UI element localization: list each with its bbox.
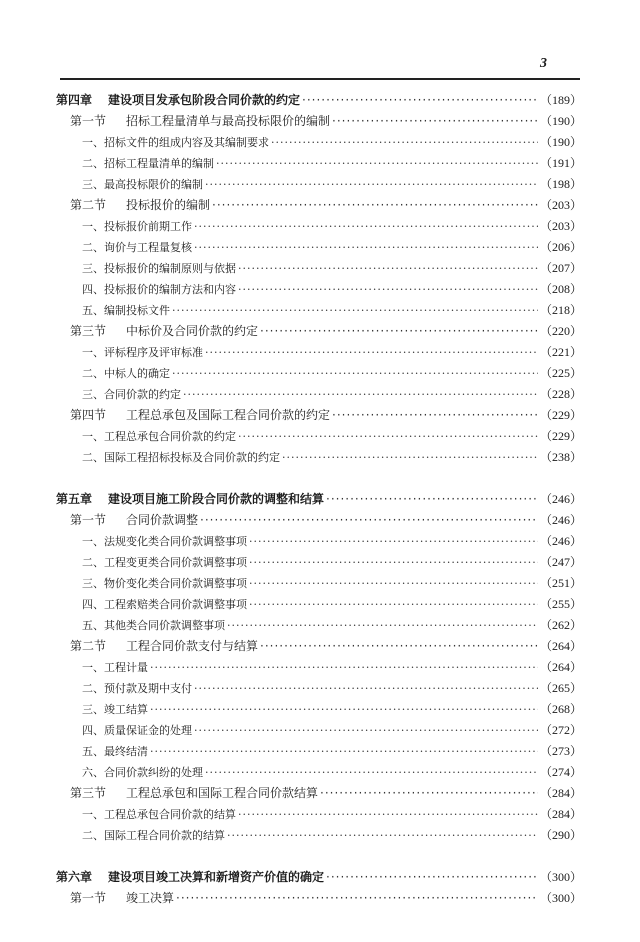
toc-title: 二、工程变更类合同价款调整事项 xyxy=(82,556,247,569)
toc-label: 第一节 xyxy=(70,513,107,527)
toc-title: 三、最高投标限价的编制 xyxy=(82,178,203,191)
toc-title: 二、预付款及期中支付 xyxy=(82,682,192,695)
toc-text xyxy=(82,531,247,552)
header-rule xyxy=(60,78,580,80)
toc-item[interactable] xyxy=(56,615,582,636)
toc-page-number: （225） xyxy=(539,366,582,380)
dot-leader xyxy=(271,132,538,153)
dot-leader xyxy=(238,426,538,447)
toc-page-number: （273） xyxy=(539,744,582,758)
toc-item[interactable] xyxy=(56,384,582,405)
toc-item[interactable] xyxy=(56,447,582,468)
toc-text xyxy=(82,132,269,153)
toc-page-number: （274） xyxy=(539,765,582,779)
toc-title: 四、工程索赔类合同价款调整事项 xyxy=(82,598,247,611)
dot-leader xyxy=(172,363,538,384)
toc-section[interactable] xyxy=(56,636,582,657)
toc-item[interactable] xyxy=(56,825,582,846)
toc-text xyxy=(82,573,247,594)
toc-text xyxy=(82,363,170,384)
toc-title: 一、工程计量 xyxy=(82,661,148,674)
toc-item[interactable] xyxy=(56,573,582,594)
toc-text xyxy=(82,762,203,783)
dot-leader xyxy=(194,720,538,741)
toc-title: 二、询价与工程量复核 xyxy=(82,241,192,254)
toc-item[interactable] xyxy=(56,699,582,720)
toc-label: 第三节 xyxy=(70,786,107,800)
toc-text xyxy=(70,636,258,657)
toc-item[interactable] xyxy=(56,657,582,678)
toc-text xyxy=(82,552,247,573)
toc-page-number: （246） xyxy=(539,534,582,548)
toc-text xyxy=(82,678,192,699)
toc-page-number: （300） xyxy=(539,870,582,884)
toc-page-number: （255） xyxy=(539,597,582,611)
toc-chapter[interactable] xyxy=(56,867,582,888)
toc-page-number: （221） xyxy=(539,345,582,359)
dot-leader xyxy=(260,321,538,342)
toc-text xyxy=(82,384,181,405)
toc-label: 第三节 xyxy=(70,324,107,338)
toc-text xyxy=(70,783,318,804)
toc-title: 五、其他类合同价款调整事项 xyxy=(82,619,225,632)
toc-title: 六、合同价款纠纷的处理 xyxy=(82,766,203,779)
toc-item[interactable] xyxy=(56,762,582,783)
dot-leader xyxy=(249,573,538,594)
toc-text xyxy=(82,342,203,363)
toc-page-number: （229） xyxy=(539,429,582,443)
toc-title: 合同价款调整 xyxy=(126,513,199,527)
toc-page-number: （290） xyxy=(539,828,582,842)
toc-page-number: （220） xyxy=(539,324,582,338)
toc-label: 第四节 xyxy=(70,408,107,422)
dot-leader xyxy=(205,342,538,363)
toc-title: 三、投标报价的编制原则与依据 xyxy=(82,262,236,275)
toc-text xyxy=(82,657,148,678)
toc-section[interactable] xyxy=(56,783,582,804)
toc-page-number: （284） xyxy=(539,786,582,800)
dot-leader xyxy=(176,888,538,909)
toc-item[interactable] xyxy=(56,678,582,699)
toc-title: 建设项目发承包阶段合同价款的约定 xyxy=(108,93,301,107)
toc-page-number: （284） xyxy=(539,807,582,821)
dot-leader xyxy=(227,825,538,846)
toc-page-number: （228） xyxy=(539,387,582,401)
toc-title: 五、最终结清 xyxy=(82,745,148,758)
toc-label: 第二节 xyxy=(70,639,107,653)
toc-page-number: （203） xyxy=(539,198,582,212)
toc-text xyxy=(56,867,324,888)
toc-title: 工程总承包及国际工程合同价款的约定 xyxy=(126,408,331,422)
toc-text xyxy=(82,615,225,636)
toc-title: 竣工决算 xyxy=(126,891,175,905)
dot-leader xyxy=(249,594,538,615)
dot-leader xyxy=(260,636,538,657)
toc-label: 第四章 xyxy=(56,93,93,107)
dot-leader xyxy=(238,804,538,825)
dot-leader xyxy=(326,867,538,888)
toc-title: 招标工程量清单与最高投标限价的编制 xyxy=(126,114,331,128)
toc-title: 一、法规变化类合同价款调整事项 xyxy=(82,535,247,548)
toc-text xyxy=(82,216,192,237)
toc-title: 建设项目竣工决算和新增资产价值的确定 xyxy=(108,870,325,884)
toc-page-number: （207） xyxy=(539,261,582,275)
toc-section[interactable] xyxy=(56,195,582,216)
toc-text xyxy=(82,258,236,279)
toc-text xyxy=(82,804,236,825)
toc-section[interactable] xyxy=(56,321,582,342)
dot-leader xyxy=(227,615,538,636)
toc-page-number: （229） xyxy=(539,408,582,422)
toc-item[interactable] xyxy=(56,174,582,195)
toc-page-number: （246） xyxy=(539,492,582,506)
toc-text xyxy=(82,825,225,846)
toc-text xyxy=(82,741,148,762)
toc-page-number: （218） xyxy=(539,303,582,317)
toc-gap xyxy=(56,468,582,489)
toc-text xyxy=(56,90,300,111)
dot-leader xyxy=(150,741,538,762)
toc-page-number: （198） xyxy=(539,177,582,191)
toc-title: 一、工程总承包合同价款的结算 xyxy=(82,808,236,821)
toc-text xyxy=(82,720,192,741)
toc-title: 中标价及合同价款的约定 xyxy=(126,324,259,338)
toc-text xyxy=(82,594,247,615)
dot-leader xyxy=(332,405,538,426)
dot-leader xyxy=(172,300,538,321)
toc-chapter[interactable] xyxy=(56,489,582,510)
toc-item[interactable] xyxy=(56,531,582,552)
toc-page-number: （265） xyxy=(539,681,582,695)
toc-page-number: （251） xyxy=(539,576,582,590)
toc-gap xyxy=(56,846,582,867)
toc-page-number: （206） xyxy=(539,240,582,254)
toc-text xyxy=(82,426,236,447)
toc-title: 三、物价变化类合同价款调整事项 xyxy=(82,577,247,590)
toc-title: 投标报价的编制 xyxy=(126,198,211,212)
toc-section[interactable] xyxy=(56,111,582,132)
toc-item[interactable] xyxy=(56,237,582,258)
toc-item[interactable] xyxy=(56,594,582,615)
toc-text xyxy=(82,237,192,258)
dot-leader xyxy=(238,279,538,300)
toc-item[interactable] xyxy=(56,720,582,741)
toc-page-number: （272） xyxy=(539,723,582,737)
toc-page-number: （190） xyxy=(539,114,582,128)
toc-item[interactable] xyxy=(56,342,582,363)
dot-leader xyxy=(216,153,538,174)
toc-item[interactable] xyxy=(56,153,582,174)
dot-leader xyxy=(302,90,538,111)
dot-leader xyxy=(194,216,538,237)
toc-title: 四、质量保证金的处理 xyxy=(82,724,192,737)
toc-page-number: （189） xyxy=(539,93,582,107)
toc-item[interactable] xyxy=(56,363,582,384)
toc-title: 一、招标文件的组成内容及其编制要求 xyxy=(82,136,269,149)
table-of-contents xyxy=(56,90,582,909)
toc-title: 一、投标报价前期工作 xyxy=(82,220,192,233)
toc-label: 第五章 xyxy=(56,492,93,506)
toc-text xyxy=(82,300,170,321)
toc-text xyxy=(70,321,258,342)
dot-leader xyxy=(150,699,538,720)
toc-item[interactable] xyxy=(56,132,582,153)
toc-page-number: （203） xyxy=(539,219,582,233)
toc-title: 二、中标人的确定 xyxy=(82,367,170,380)
toc-text xyxy=(70,888,174,909)
dot-leader xyxy=(212,195,538,216)
toc-page-number: （190） xyxy=(539,135,582,149)
toc-page-number: （262） xyxy=(539,618,582,632)
dot-leader xyxy=(183,384,538,405)
dot-leader xyxy=(238,258,538,279)
dot-leader xyxy=(249,552,538,573)
toc-text xyxy=(82,699,148,720)
toc-page-number: （247） xyxy=(539,555,582,569)
toc-item[interactable] xyxy=(56,741,582,762)
toc-item[interactable] xyxy=(56,426,582,447)
toc-text xyxy=(70,195,210,216)
dot-leader xyxy=(320,783,538,804)
toc-text xyxy=(82,153,214,174)
dot-leader xyxy=(194,237,538,258)
toc-text xyxy=(82,279,236,300)
toc-title: 四、投标报价的编制方法和内容 xyxy=(82,283,236,296)
toc-text xyxy=(70,111,330,132)
toc-item[interactable] xyxy=(56,552,582,573)
toc-label: 第一节 xyxy=(70,114,107,128)
toc-label: 第六章 xyxy=(56,870,93,884)
toc-item[interactable] xyxy=(56,279,582,300)
dot-leader xyxy=(205,762,538,783)
toc-section[interactable] xyxy=(56,888,582,909)
toc-title: 工程总承包和国际工程合同价款结算 xyxy=(126,786,319,800)
toc-page-number: （264） xyxy=(539,660,582,674)
toc-page-number: （264） xyxy=(539,639,582,653)
dot-leader xyxy=(205,174,538,195)
dot-leader xyxy=(249,531,538,552)
toc-title: 一、评标程序及评审标准 xyxy=(82,346,203,359)
toc-text xyxy=(56,489,324,510)
toc-item[interactable] xyxy=(56,258,582,279)
toc-title: 工程合同价款支付与结算 xyxy=(126,639,259,653)
dot-leader xyxy=(150,657,538,678)
toc-item[interactable] xyxy=(56,300,582,321)
toc-page-number: （238） xyxy=(539,450,582,464)
toc-item[interactable] xyxy=(56,216,582,237)
toc-text xyxy=(70,510,198,531)
toc-page-number: （208） xyxy=(539,282,582,296)
dot-leader xyxy=(282,447,538,468)
dot-leader xyxy=(194,678,538,699)
toc-title: 三、竣工结算 xyxy=(82,703,148,716)
toc-text xyxy=(70,405,330,426)
toc-title: 二、招标工程量清单的编制 xyxy=(82,157,214,170)
dot-leader xyxy=(200,510,538,531)
toc-title: 三、合同价款的约定 xyxy=(82,388,181,401)
toc-section[interactable] xyxy=(56,405,582,426)
toc-text xyxy=(82,447,280,468)
toc-title: 五、编制投标文件 xyxy=(82,304,170,317)
dot-leader xyxy=(332,111,538,132)
toc-page-number: （300） xyxy=(539,891,582,905)
toc-title: 二、国际工程合同价款的结算 xyxy=(82,829,225,842)
toc-page-number: （246） xyxy=(539,513,582,527)
toc-title: 一、工程总承包合同价款的约定 xyxy=(82,430,236,443)
toc-label: 第一节 xyxy=(70,891,107,905)
toc-label: 第二节 xyxy=(70,198,107,212)
toc-chapter[interactable] xyxy=(56,90,582,111)
page-number: 3 xyxy=(540,56,547,71)
toc-page-number: （191） xyxy=(539,156,582,170)
toc-title: 建设项目施工阶段合同价款的调整和结算 xyxy=(108,492,325,506)
toc-item[interactable] xyxy=(56,804,582,825)
toc-section[interactable] xyxy=(56,510,582,531)
toc-text xyxy=(82,174,203,195)
dot-leader xyxy=(326,489,538,510)
toc-title: 二、国际工程招标投标及合同价款的约定 xyxy=(82,451,280,464)
toc-page-number: （268） xyxy=(539,702,582,716)
